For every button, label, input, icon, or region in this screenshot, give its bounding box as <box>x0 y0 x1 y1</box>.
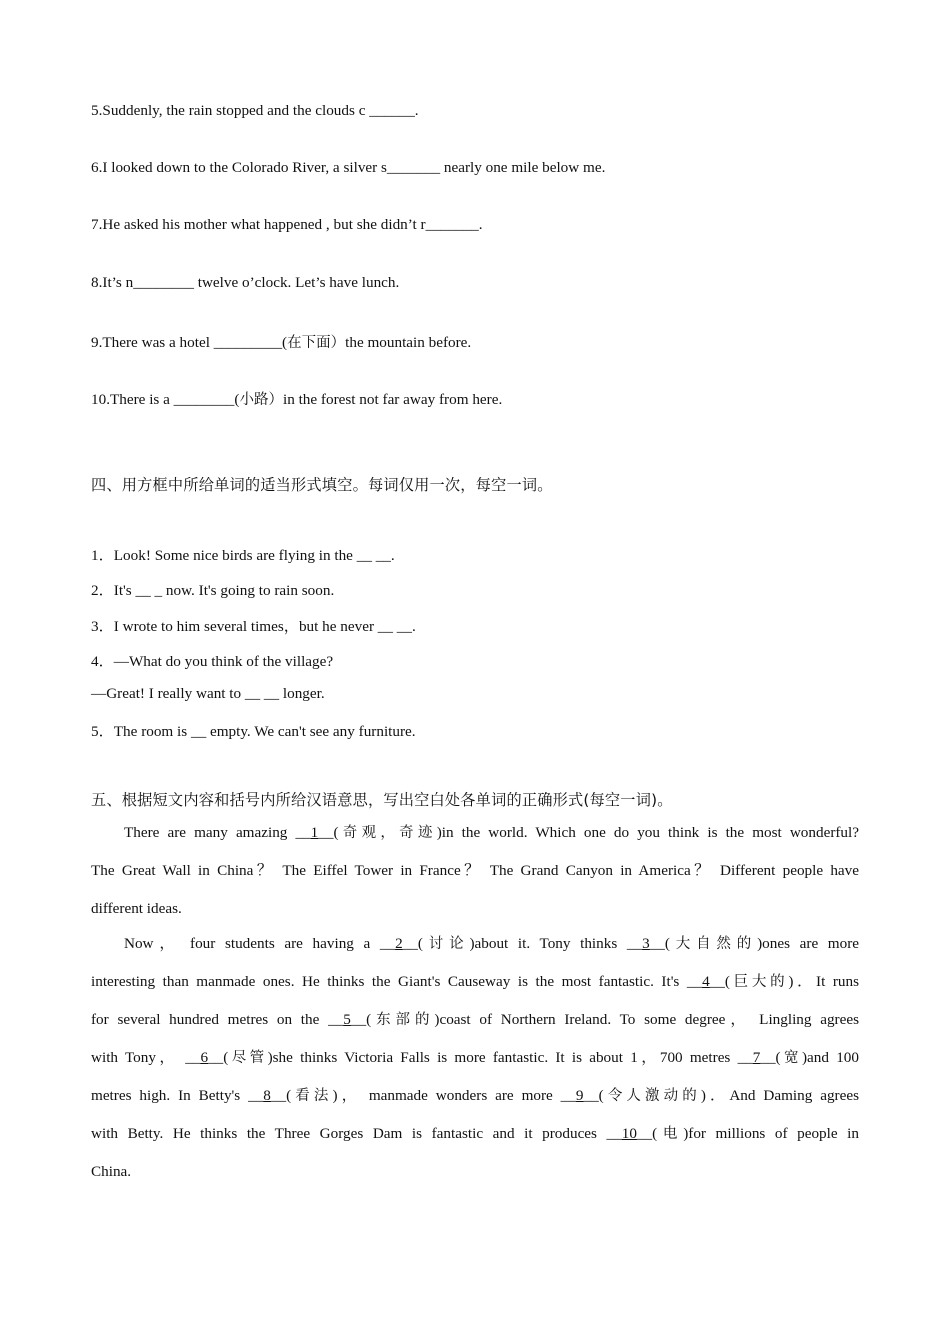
chinese-hint: 令人激动的 <box>603 1088 701 1104</box>
section-5-heading: 五、根据短文内容和括号内所给汉语意思，写出空白处各单词的正确形式(每空一词)。 <box>91 791 673 809</box>
word-box-item-3: 3．I wrote to him several times，but he never __ __. <box>91 618 416 635</box>
blank-number: 2 <box>395 935 403 952</box>
fill-blank-item-5: 5.Suddenly, the rain stopped and the clouds c ______. <box>91 102 419 119</box>
blank-number: 7 <box>752 1049 761 1066</box>
blank-number: 4 <box>702 973 710 990</box>
chinese-hint: 巨大的 <box>729 974 789 990</box>
word-box-item-2: 2．It's __ _ now. It's going to rain soon. <box>91 582 335 599</box>
chinese-hint: 看法 <box>291 1088 333 1104</box>
passage-paragraph-1 <box>91 814 859 928</box>
blank-number: 1 <box>310 824 319 841</box>
blank-number: 10 <box>621 1125 637 1142</box>
word-box-item-5: 5．The room is __ empty. We can't see any furniture. <box>91 723 416 740</box>
passage-paragraph-2 <box>91 925 859 1191</box>
chinese-hint: 尽管 <box>228 1050 268 1066</box>
passage-line: different ideas. <box>91 900 182 917</box>
passage-line: with Tony， __6__(尽管)she thinks Victoria Falls is more fantastic. It is about 1，700 metres __7__(宽)and 100 <box>91 1049 859 1066</box>
passage-line: Now， four students are having a __2__(讨论)about it. Tony thinks __3__(大自然的)ones are more <box>124 935 860 952</box>
word-box-item-4-answer: —Great! I really want to __ __ longer. <box>91 685 325 702</box>
item-9-suffix: the mountain before. <box>345 334 472 351</box>
passage-line: metres high. In Betty's __8__(看法)， manmade wonders are more __9__(令人激动的)．And Daming agrees <box>91 1087 859 1104</box>
item-9-hint: 在下面） <box>287 335 346 351</box>
chinese-hint: 讨论 <box>422 936 470 952</box>
item-10-hint: 小路） <box>239 392 283 408</box>
fill-blank-item-6: 6.I looked down to the Colorado River, a silver s_______ nearly one mile below me. <box>91 159 606 176</box>
item-10-prefix: 10.There is a ________( <box>91 391 240 408</box>
chinese-hint: 宽 <box>780 1050 802 1066</box>
blank-number: 8 <box>263 1087 271 1104</box>
chinese-hint: 奇观，奇迹 <box>338 825 437 841</box>
fill-blank-item-10 <box>91 388 502 409</box>
blank-number: 9 <box>575 1087 584 1104</box>
word-box-item-4-question: 4．—What do you think of the village? <box>91 653 334 670</box>
chinese-hint: 电 <box>657 1126 684 1142</box>
passage-line: with Betty. He thinks the Three Gorges Dam is fantastic and it produces __10__(电)for millions of people in <box>91 1125 859 1142</box>
fill-blank-item-7: 7.He asked his mother what happened , but she didn’t r_______. <box>91 216 483 233</box>
passage-line: interesting than manmade ones. He thinks the Giant's Causeway is the most fantastic. It's __4__(巨大的)．It runs <box>91 973 859 990</box>
blank-number: 3 <box>642 935 650 952</box>
blank-number: 5 <box>343 1011 351 1028</box>
passage-line: China. <box>91 1163 132 1180</box>
passage-line: for several hundred metres on the __5__(东部的)coast of Northern Ireland. To some degree， Lingling agrees <box>91 1011 860 1028</box>
item-10-suffix: in the forest not far away from here. <box>282 391 503 408</box>
fill-blank-item-8: 8.It’s n________ twelve o’clock. Let’s have lunch. <box>91 274 400 291</box>
blank-number: 6 <box>200 1049 209 1066</box>
section-4-heading: 四、用方框中所给单词的适当形式填空。每词仅用一次，每空一词。 <box>91 476 553 494</box>
passage-line: There are many amazing __1__(奇观，奇迹)in the world. Which one do you think is the most wonderful? <box>124 824 859 841</box>
chinese-hint: 大自然的 <box>669 936 758 952</box>
item-9-prefix: 9.There was a hotel _________( <box>91 334 288 351</box>
chinese-hint: 东部的 <box>371 1012 435 1028</box>
word-box-item-1: 1．Look! Some nice birds are flying in the __ __. <box>91 547 395 564</box>
fill-blank-item-9 <box>91 331 471 352</box>
passage-line: The Great Wall in China？ The Eiffel Tower in France？ The Grand Canyon in America？ Different people have <box>91 862 859 879</box>
